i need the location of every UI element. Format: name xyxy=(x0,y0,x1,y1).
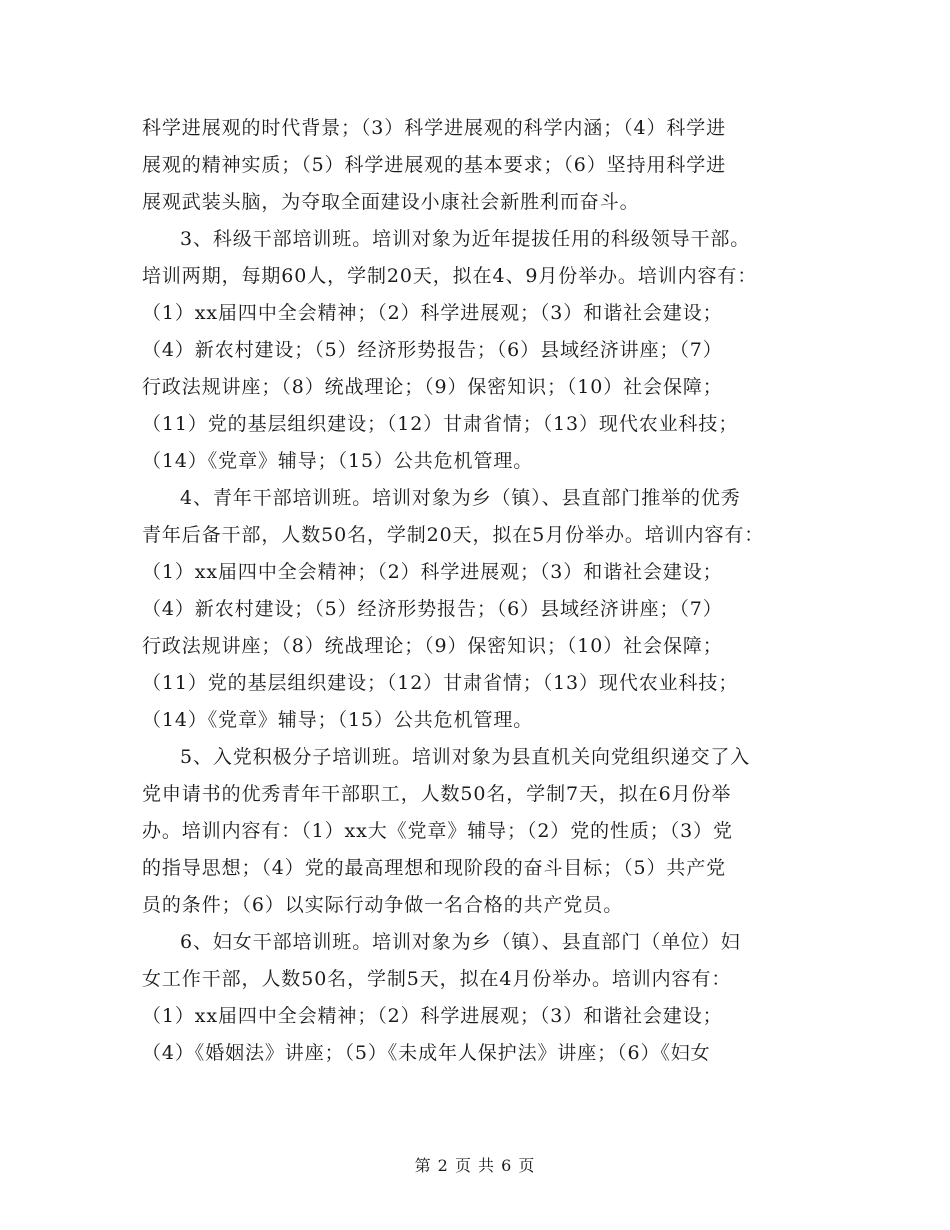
text-line: 科学进展观的时代背景；（3）科学进展观的科学内涵；（4）科学进 xyxy=(142,117,727,139)
text-line: 的指导思想；（4）党的最高理想和现阶段的奋斗目标；（5）共产党 xyxy=(142,857,727,879)
body-text xyxy=(142,110,832,1072)
text-line: 员的条件；（6）以实际行动争做一名合格的共产党员。 xyxy=(142,894,624,916)
text-line: （1）xx届四中全会精神；（2）科学进展观；（3）和谐社会建设； xyxy=(142,561,723,583)
text-line: 展观的精神实质；（5）科学进展观的基本要求；（6）坚持用科学进 xyxy=(142,154,727,176)
text-line: 青年后备干部，人数50名，学制20天，拟在5月份举办。培训内容有： xyxy=(142,524,765,546)
text-line: （4）新农村建设；（5）经济形势报告；（6）县域经济讲座；（7） xyxy=(142,598,723,620)
text-line: （11）党的基层组织建设；（12）甘肃省情；（13）现代农业科技； xyxy=(142,413,739,435)
paragraph-start-line: 6、妇女干部培训班。培训对象为乡（镇）、县直部门（单位）妇 xyxy=(180,931,741,953)
text-line: 行政法规讲座；（8）统战理论；（9）保密知识；（10）社会保障； xyxy=(142,635,723,657)
text-line: 女工作干部，人数50名，学制5天，拟在4月份举办。培训内容有： xyxy=(142,968,732,990)
paragraph-start-line: 4、青年干部培训班。培训对象为乡（镇）、县直部门推举的优秀 xyxy=(180,487,741,509)
text-line: （14）《党章》辅导；（15）公共危机管理。 xyxy=(142,450,534,472)
text-line: （1）xx届四中全会精神；（2）科学进展观；（3）和谐社会建设； xyxy=(142,1005,723,1027)
text-line: （11）党的基层组织建设；（12）甘肃省情；（13）现代农业科技； xyxy=(142,672,739,694)
text-line: （14）《党章》辅导；（15）公共危机管理。 xyxy=(142,709,534,731)
text-line: （4）新农村建设；（5）经济形势报告；（6）县域经济讲座；（7） xyxy=(142,339,723,361)
page-number-footer: 第 2 页 共 6 页 xyxy=(414,1156,536,1175)
text-line: 党申请书的优秀青年干部职工，人数50名，学制7天，拟在6月份举 xyxy=(142,783,732,805)
text-line: 培训两期，每期60人，学制20天，拟在4、9月份举办。培训内容有： xyxy=(142,265,758,287)
text-line: 行政法规讲座；（8）统战理论；（9）保密知识；（10）社会保障； xyxy=(142,376,723,398)
paragraph-start-line: 5、入党积极分子培训班。培训对象为县直机关向党组织递交了入 xyxy=(180,746,751,768)
text-line: （4）《婚姻法》讲座；（5）《未成年人保护法》讲座；（6）《妇女 xyxy=(142,1042,711,1064)
text-line: 办。培训内容有：（1）xx大《党章》辅导；（2）党的性质；（3）党 xyxy=(142,820,733,842)
paragraph-start-line: 3、科级干部培训班。培训对象为近年提拔任用的科级领导干部。 xyxy=(180,228,751,250)
text-line: （1）xx届四中全会精神；（2）科学进展观；（3）和谐社会建设； xyxy=(142,302,723,324)
text-line: 展观武装头脑，为夺取全面建设小康社会新胜利而奋斗。 xyxy=(142,191,640,213)
